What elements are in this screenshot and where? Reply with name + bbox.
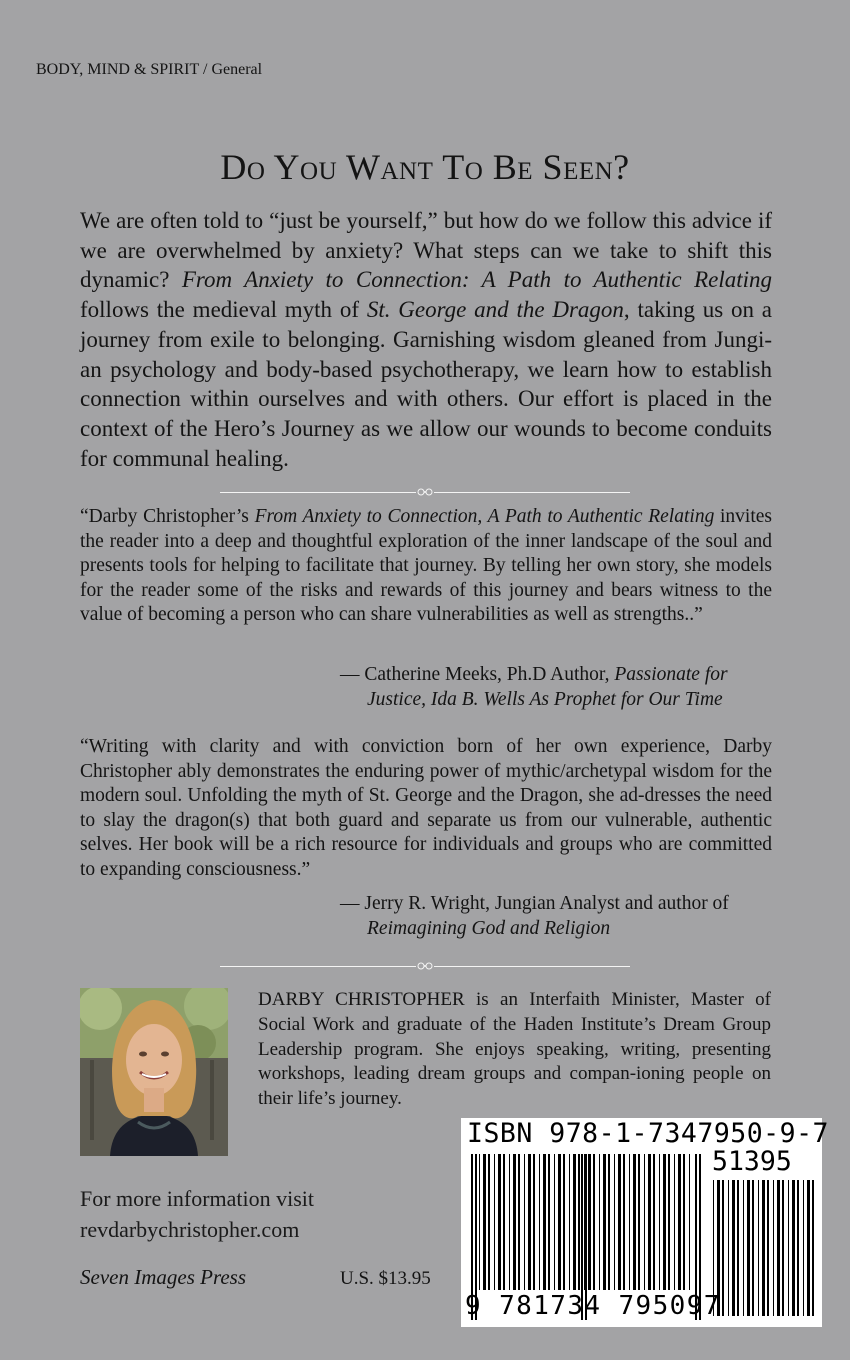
barcode-bar [539, 1154, 540, 1290]
barcode-bar [732, 1180, 735, 1316]
barcode-bar [573, 1154, 576, 1290]
quote2-attribution [340, 892, 770, 942]
ornamental-divider [220, 487, 630, 497]
barcode-bar [674, 1154, 675, 1290]
quote2-author: — Jerry R. Wright, Jungian Analyst and author of [340, 893, 729, 914]
book-title-italic: From Anxiety to Connection: A Path to Authentic Relating [181, 267, 772, 293]
barcode-bar [638, 1154, 640, 1290]
barcode-bar [653, 1154, 655, 1290]
barcode-bar [618, 1154, 621, 1290]
barcode-bar [563, 1154, 565, 1290]
barcode-bar [483, 1154, 486, 1290]
barcode-bar [578, 1154, 580, 1290]
barcode-bar [548, 1154, 550, 1290]
barcode-bar [599, 1154, 600, 1290]
quote1-author: — Catherine Meeks, Ph.D Author, [340, 664, 615, 685]
quote1-attribution [340, 663, 760, 713]
endorsement-quote-1 [80, 505, 772, 628]
barcode-bar [603, 1154, 606, 1290]
barcode-bar [543, 1154, 546, 1290]
barcode-bar [623, 1154, 625, 1290]
barcode-bar [528, 1154, 531, 1290]
barcode-bar [588, 1154, 591, 1290]
barcode-bar [668, 1154, 670, 1290]
barcode-bar [752, 1180, 754, 1316]
headline: Do You Want To Be Seen? [220, 147, 630, 187]
barcode-bar [479, 1154, 480, 1290]
barcode-bar [513, 1154, 516, 1290]
barcode-bar [758, 1180, 759, 1316]
barcode-bar [633, 1154, 636, 1290]
more-info [80, 1183, 314, 1245]
barcode-bar [812, 1180, 814, 1316]
barcode-bar [792, 1180, 795, 1316]
barcode-bar [663, 1154, 666, 1290]
isbn-barcode [461, 1118, 829, 1327]
barcode-bar [659, 1154, 660, 1290]
barcode-bar [494, 1154, 495, 1290]
quote1-title-italic: From Anxiety to Connection, A Path to Authentic Relating [254, 506, 715, 527]
barcode-bar [644, 1154, 645, 1290]
barcode-bar [518, 1154, 520, 1290]
author-photo [80, 988, 228, 1156]
author-bio: DARBY CHRISTOPHER is an Interfaith Minister, Master of Social Work and graduate of the Haden Institute’s Dream Group Leadership program. She enjoys speaking, writing, presenting workshops, leading dream groups and compan-ioning people on their life’s journey. [258, 989, 771, 1110]
barcode-bar [569, 1154, 570, 1290]
barcode-bar [807, 1180, 810, 1316]
barcode-bar [747, 1180, 750, 1316]
isbn-label: ISBN 978-1-7347950-9-7 [467, 1118, 829, 1149]
barcode-bar [773, 1180, 774, 1316]
barcode-bar [498, 1154, 501, 1290]
barcode-bar [797, 1180, 799, 1316]
barcode-bar [629, 1154, 630, 1290]
ean-digits: 9 781734 795097 [465, 1291, 721, 1321]
blurb-part-3: , taking us on a journey from exile to belonging. Garnishing wisdom gleaned from Jungi-an psychology and body-based psychotherapy, we learn how to establish connection within ourselves and with others. Our effort is placed in the context of the Hero’s Journey as we allow our wounds to become conduits for communal healing. [80, 297, 772, 471]
price-addon-digits: 51395 [712, 1146, 792, 1177]
barcode-bar [503, 1154, 505, 1290]
ornamental-divider [220, 961, 630, 971]
barcode-bar [593, 1154, 595, 1290]
barcode-bar [777, 1180, 780, 1316]
barcode-bar [648, 1154, 651, 1290]
quote2-work: Reimagining God and Religion [367, 917, 611, 939]
barcode-bar [554, 1154, 555, 1290]
book-description [80, 206, 772, 473]
flourish-icon [416, 961, 434, 971]
barcode-bar [608, 1154, 610, 1290]
bisac-category: BODY, MIND & SPIRIT / General [36, 61, 263, 78]
barcode-bar [762, 1180, 765, 1316]
barcode-bar [737, 1180, 739, 1316]
blurb-part-1: We are often told to “just be yourself,” but how do we follow this advice if we are overwhelmed by anxiety? What steps can we take to shift this dynamic? [80, 208, 772, 293]
barcode-bar [803, 1180, 804, 1316]
barcode-bar [788, 1180, 789, 1316]
barcode-bar [782, 1180, 784, 1316]
barcode-bar [488, 1154, 490, 1290]
barcode-bar [584, 1154, 585, 1290]
barcode-bar [524, 1154, 525, 1290]
quote1-body: invites the reader into a deep and thoughtful exploration of the inner landscape of the soul and presents tools for helping to facilitate that journey. By telling her own story, she models for the reader some of the risks and rewards of this journey and bears witness to the value of becoming a person who can share vulnerabilities as well as strengths..” [80, 506, 773, 625]
quote1-work-line2: Justice, Ida B. Wells As Prophet for Our Time [367, 688, 723, 710]
barcode-bar [678, 1154, 681, 1290]
barcode-bar [533, 1154, 535, 1290]
myth-title-italic: St. George and the Dragon [366, 297, 624, 323]
quote1-lead: “Darby Christopher’s [80, 506, 255, 527]
barcode-bar [683, 1154, 685, 1290]
barcode-bar [722, 1180, 724, 1316]
blurb-part-2: follows the medieval myth of [80, 297, 367, 323]
barcode-bar [743, 1180, 744, 1316]
barcode-bar [689, 1154, 690, 1290]
more-info-label: For more information visit [80, 1186, 315, 1211]
barcode-bar [767, 1180, 769, 1316]
barcode-bar [614, 1154, 615, 1290]
author-website-link[interactable]: revdarbychristopher.com [80, 1217, 300, 1242]
flourish-icon [416, 487, 434, 497]
barcode-bar [728, 1180, 729, 1316]
barcode-bar [558, 1154, 561, 1290]
quote1-work-line1: Passionate for [614, 664, 728, 685]
endorsement-quote-2: “Writing with clarity and with conviction born of her own experience, Darby Christopher ably demonstrates the enduring power of mythic/archetypal wisdom for the modern soul. Unfolding the myth of St. George and the Dragon, she ad-dresses the need to slay the dragon(s) that both guard and separate us from our vulnerable, authentic selves. Her book will be a rich resource for individuals and groups who are committed to expanding consciousness.” [80, 736, 772, 880]
barcode-bar [509, 1154, 510, 1290]
price: U.S. $13.95 [340, 1268, 431, 1289]
publisher-name: Seven Images Press [80, 1265, 247, 1289]
